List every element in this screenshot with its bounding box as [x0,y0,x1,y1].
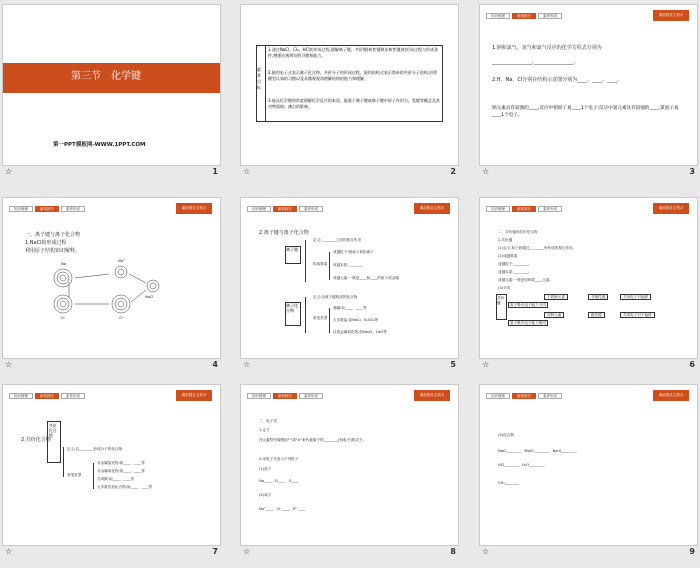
bracket-line [305,297,306,333]
node-ionic-bond-label: 离子键 [286,247,298,252]
slide-1 [3,5,220,165]
tab-literacy[interactable]: 素养形成 [538,393,562,399]
item-6: 强碱:如____、____等 [333,306,367,310]
slide-8 [241,385,458,545]
line-5: (1)原子 [259,467,272,471]
label-na: Na [61,262,66,266]
line-4: CH₄________ [498,481,520,485]
slide-thumb-5[interactable] [241,198,458,369]
line-2: 1.NaCl的形成过程 [25,240,67,246]
star-icon: ☆ [243,167,251,176]
line-7: 成键元素:一般是同种或____元素。 [498,278,554,282]
tab-literacy[interactable]: 素养形成 [299,393,323,399]
line-4: 钠元素具有较强的____,反应中钠原子易____1个电子;反应中氯元素具有较强的____,氯原子易____1个电子。 [492,106,679,118]
line-3: (1)定义:原子间通过________所形成的相互作用。 [498,246,577,250]
slide-2 [241,5,458,165]
slide-thumb-4[interactable] [3,198,220,369]
slide-7 [3,385,220,545]
slide-thumb-3[interactable] [480,5,697,176]
tab-bar [486,206,562,212]
line-3: HCl________、H₂O________、 [498,463,548,467]
tab-explore[interactable]: 新知探究 [273,393,297,399]
slide-9 [480,385,697,545]
slide-number: 3 [689,167,695,176]
banner: 课前预自主预习 [176,203,212,214]
banner: 课前预自主预习 [176,390,212,401]
line-8: Na⁺____、Cl⁻____、S²⁻____ [259,507,306,511]
tab-knowledge[interactable]: 知识梳理 [247,206,271,212]
class-box-5: 共用电子对偏移 [620,294,651,300]
slide-number: 9 [689,547,695,556]
item-5: 大多数有机化合物:如____、____等 [97,485,153,489]
nacl-formation-diagram [3,198,220,358]
tab-knowledge[interactable]: 知识梳理 [486,206,510,212]
line-1: 1.钠和氯气、氢气和氯气反应的化学方程式分别为 [492,45,602,51]
tab-literacy[interactable]: 素养形成 [538,206,562,212]
star-icon: ☆ [5,360,13,369]
goal-1: 1.通过NaCl、Cl₂、HCl的形成过程,理解离子键、共价键(极性键和非极性键)的形成过程与形成条件,增强宏观辨识的习惯和能力。 [268,47,438,58]
slide-number: 1 [212,167,218,176]
label-nacl: NaCl [145,295,154,299]
slide-thumb-9[interactable] [480,385,697,556]
line-8: (3)分类 [498,286,511,290]
class-root-label: 共价键 [497,296,504,305]
star-icon: ☆ [482,360,490,369]
label-cl-ion: Cl⁻ [119,316,125,320]
tab-explore[interactable]: 新知探究 [35,206,59,212]
sub-label: 常见类型 [67,473,82,477]
banner: 课前预自主预习 [653,390,689,401]
line-1: 一、离子键与离子化合物 [25,232,81,238]
item-3: 成键本质:________ [333,263,363,267]
line-1: (3)化合物 [498,433,514,437]
site-watermark: 第一PPT模板网-WWW.1PPT.COM [53,142,146,148]
line-3: 2.H、Na、Cl分别在结构示意图分别为____、____、____。 [492,77,623,83]
slide-3 [480,5,697,165]
goal-2: 2.能用电子式表示离子化合物、共价分子的形成过程。能用结构式表示简单的共价分子结构,培养模型认知的习惯以及从微观视角理解结构的能力和理解。 [268,70,438,81]
slide-number: 8 [450,547,456,556]
banner: 课前预自主预习 [414,203,450,214]
tab-literacy[interactable]: 素养形成 [61,206,85,212]
bracket-line [63,447,64,477]
class-box-4: 极性键 [588,312,605,318]
slide-thumb-1[interactable] [3,5,220,176]
tab-explore[interactable]: 新知探究 [512,393,536,399]
line-2: 1.共价键 [498,238,513,242]
class-box-8: 原子吸引电子能力相同 [510,321,546,325]
item-3: 非金属氧化物:如____、____等 [97,469,145,473]
line-6: Na____、Cl____、S____ [259,479,299,483]
banner: 课前预自主预习 [653,10,689,21]
line-2: 1.定义 [259,428,270,432]
class-box-3: 同种元素 [544,312,564,318]
tab-explore[interactable]: 新知探究 [512,206,536,212]
slide-thumb-8[interactable] [241,385,458,556]
line-4: (2)成键要素 [498,254,518,258]
bracket-line [305,240,306,282]
slide-thumb-7[interactable] [3,385,220,556]
tab-knowledge[interactable]: 知识梳理 [9,206,33,212]
node-ionic-compound-label: 离子化合物 [286,303,298,313]
slide-number: 2 [450,167,456,176]
item-7: 大多数盐:如NaCl、K₂SO₄等 [333,318,379,322]
item-1: 定义:________之间的相互作用 [313,238,361,242]
goal-3: 3.能从化学键的角度理解化学反应的本质。能基于离子键或离子键中原子作用力、氢键等概念及其对物质熔、沸点的影响。 [268,98,440,109]
heading: 2.共价化合物 [21,437,51,443]
tab-knowledge[interactable]: 知识梳理 [247,393,271,399]
line-1: 三、电子式 [259,419,277,423]
star-icon: ☆ [243,360,251,369]
item-1: 定义:以________形成分子的化合物 [67,447,123,451]
side-label: 素养目标 [257,67,261,90]
slide-thumb-2[interactable] [241,5,458,176]
item-4: 成键元素:一般是____和____的原子或金属 [333,276,399,280]
banner: 课前预自主预习 [653,203,689,214]
item-2: 成键粒子:阴离子和阳离子 [333,250,374,254]
item-5: 定义:由离子键构成的化合物 [313,295,358,299]
item-4: 含氧酸:如____、____等 [97,477,135,481]
slide-4 [3,198,220,358]
bracket-line [329,252,330,280]
line-5: 成键粒子:________。 [498,262,532,266]
slide-number: 4 [212,360,218,369]
line-2: NaCl________、MgCl₂________、Na₂S________、 [498,449,580,453]
tab-literacy[interactable]: 素养形成 [61,393,85,399]
slide-number: 6 [689,360,695,369]
item-8: 活泼金属氧化物:如Na₂O、CaO等 [333,330,387,334]
class-box-6: 共用电子对不偏移 [620,312,655,318]
slide-number: 5 [450,360,456,369]
banner: 课前预自主预习 [414,390,450,401]
star-icon: ☆ [482,547,490,556]
tab-bar [247,393,323,399]
bracket-line [329,308,330,333]
slide-6 [480,198,697,358]
tab-knowledge[interactable]: 知识梳理 [9,393,33,399]
star-icon: ☆ [482,167,490,176]
line-3: 在元素符号周围用"·"或"×"来代表原子的________(价电子)的式子。 [259,438,367,442]
tab-explore[interactable]: 新知探究 [273,206,297,212]
tab-literacy[interactable]: 素养形成 [299,206,323,212]
bracket-line [93,463,94,489]
line-4: 2.用电子式表示下列粒子 [259,457,299,461]
tab-explore[interactable]: 新知探究 [35,393,59,399]
label-na-ion: Na⁺ [118,259,125,263]
star-icon: ☆ [5,167,13,176]
star-icon: ☆ [243,547,251,556]
slide-title: 第三节 化学键 [71,71,141,82]
node-label: 共价化合物 [49,423,57,438]
slide-number: 7 [212,547,218,556]
tab-bar [486,393,562,399]
tab-bar [247,206,323,212]
tab-bar [486,13,562,19]
tab-explore[interactable]: 新知探究 [512,13,536,19]
line-7: (2)离子 [259,493,272,497]
tab-literacy[interactable]: 素养形成 [538,13,562,19]
class-box-7: 原子吸引电子能力不同 [510,303,546,307]
sub-label-1: 构成要素 [313,262,328,266]
class-box-2: 非极性键 [588,294,608,300]
line-1: 二、共价键和共价化合物 [498,230,538,234]
tab-knowledge[interactable]: 知识梳理 [486,13,510,19]
star-icon: ☆ [5,547,13,556]
line-2: ________________,________________。 [492,59,579,65]
item-2: 非金属氢化物:如____、____等 [97,461,145,465]
heading: 2.离子键与离子化合物 [259,230,309,236]
slide-thumb-6[interactable] [480,198,697,369]
tab-bar [9,393,85,399]
sub-label-2: 常见类型 [313,316,328,320]
line-6: 成键本质:________。 [498,270,532,274]
line-3: 利用原子结构知识解释。 [25,248,81,254]
label-cl: Cl [61,316,65,320]
tab-knowledge[interactable]: 知识梳理 [486,393,510,399]
slide-5 [241,198,458,358]
class-box-1: 不同种元素 [544,294,568,300]
